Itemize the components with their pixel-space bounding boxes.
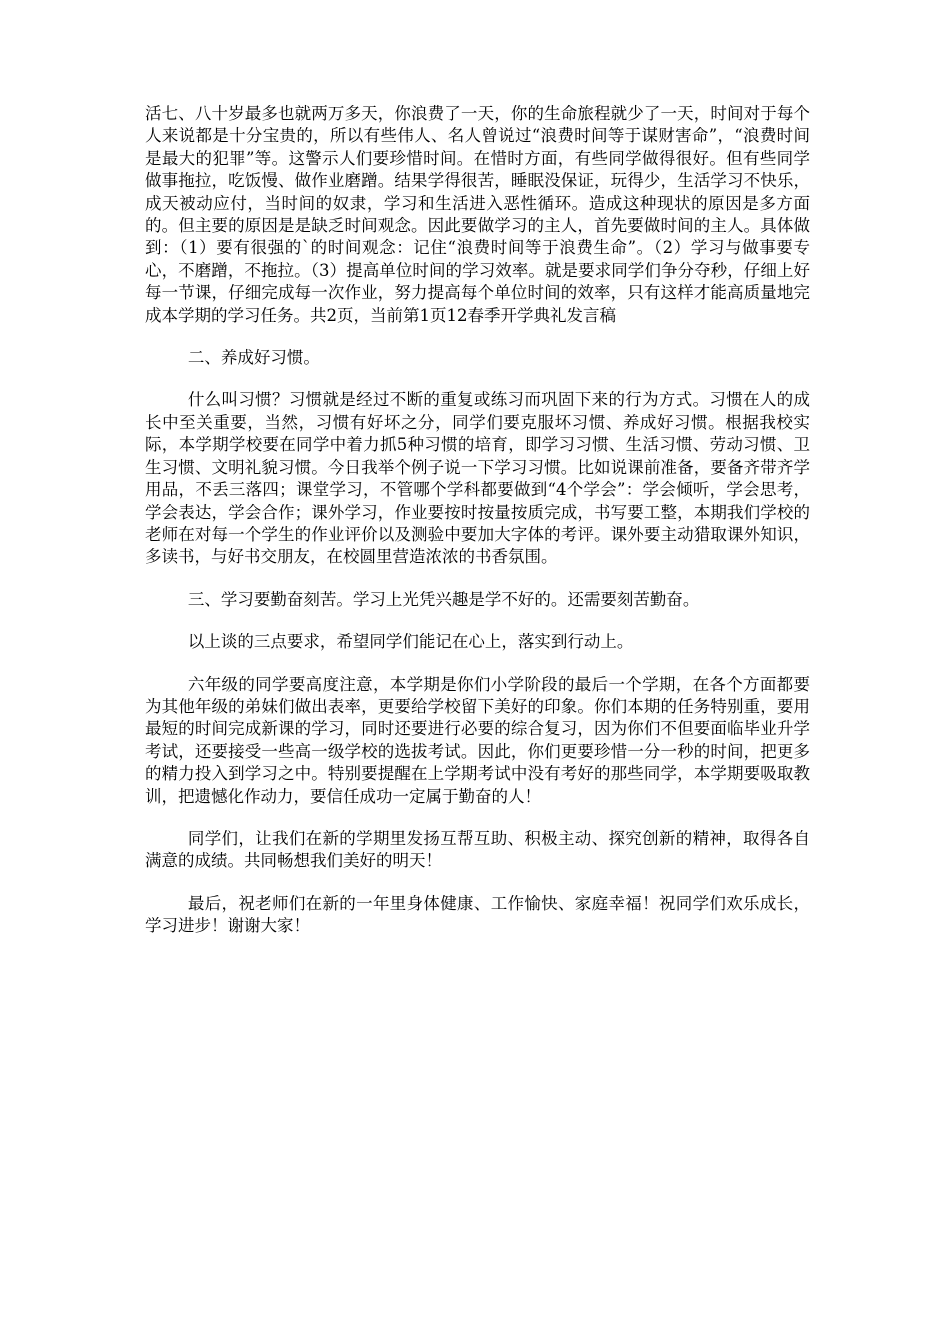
heading-good-habits: 二、养成好习惯。 [187,348,320,368]
paragraph-sixth-grade: 六年级的同学要高度注意，本学期是你们小学阶段的最后一个学期，在各个方面都要为其他年级的弟妹们做出表率，更要给学校留下美好的印象。你们本期的任务特别重，要用最短的时间完成新课的学习，同时还要进行必要的综合复习，因为你们不但要面临毕业升学考试，还要接受一些高一级学校的选拔考试。因此，你们更要珍惜一分一秒的时间，把更多的精力投入到学习之中。特别要提醒在上学期考试中没有考好的那些同学，本学期要吸取教训，把遗憾化作动力，要信任成功一定属于勤奋的人！ [145,674,810,806]
paragraph-encouragement: 同学们，让我们在新的学期里发扬互帮互助、积极主动、探究创新的精神，取得各自满意的成绩。共同畅想我们美好的明天！ [145,828,810,871]
heading-diligence: 三、学习要勤奋刻苦。学习上光凭兴趣是学不好的。还需要刻苦勤奋。 [187,589,700,609]
paragraph-habits: 什么叫习惯？习惯就是经过不断的重复或练习而巩固下来的行为方式。习惯在人的成长中至关重要，当然，习惯有好坏之分，同学们要克服坏习惯、养成好习惯。根据我校实际，本学期学校要在同学中着力抓5种习惯的培育，即学习习惯、生活习惯、劳动习惯、卫生习惯、文明礼貌习惯。今日我举个例子说一下学习习惯。比如说课前准备，要备齐带齐学用品，不丢三落四；课堂学习，不管哪个学科都要做到“4个学会”：学会倾听，学会思考，学会表达，学会合作；课外学习，作业要按时按量按质完成，书写要工整，本期我们学校的老师在对每一个学生的作业评价以及测验中要加大字体的考评。课外要主动猎取课外知识，多读书，与好书交朋友，在校圆里营造浓浓的书香氛围。 [145,390,810,567]
paragraph-time-management: 活七、八十岁最多也就两万多天，你浪费了一天，你的生命旅程就少了一天，时间对于每个人来说都是十分宝贵的，所以有些伟人、名人曾说过“浪费时间等于谋财害命”，“浪费时间是最大的犯罪”等。这警示人们要珍惜时间。在惜时方面，有些同学做得很好。但有些同学做事拖拉，吃饭慢、做作业磨蹭。结果学得很苦，睡眠没保证，玩得少，生活学习不快乐，成天被动应付，当时间的奴隶，学习和生活进入恶性循环。造成这种现状的原因是多方面的。但主要的原因是是缺乏时间观念。因此要做学习的主人，首先要做时间的主人。具体做到：（1）要有很强的`的时间观念：记住“浪费时间等于浪费生命”。（2）学习与做事要专心，不磨蹭，不拖拉。（3）提高单位时间的学习效率。就是要求同学们争分夺秒，仔细上好每一节课，仔细完成每一次作业，努力提高每个单位时间的效率，只有这样才能高质量地完成本学期的学习任务。共2页，当前第1页12春季开学典礼发言稿 [145,104,810,325]
paragraph-summary: 以上谈的三点要求，希望同学们能记在心上，落实到行动上。 [187,632,634,652]
paragraph-closing: 最后，祝老师们在新的一年里身体健康、工作愉快、家庭幸福！祝同学们欢乐成长，学习进步！谢谢大家！ [145,893,810,936]
document-body [145,103,810,958]
